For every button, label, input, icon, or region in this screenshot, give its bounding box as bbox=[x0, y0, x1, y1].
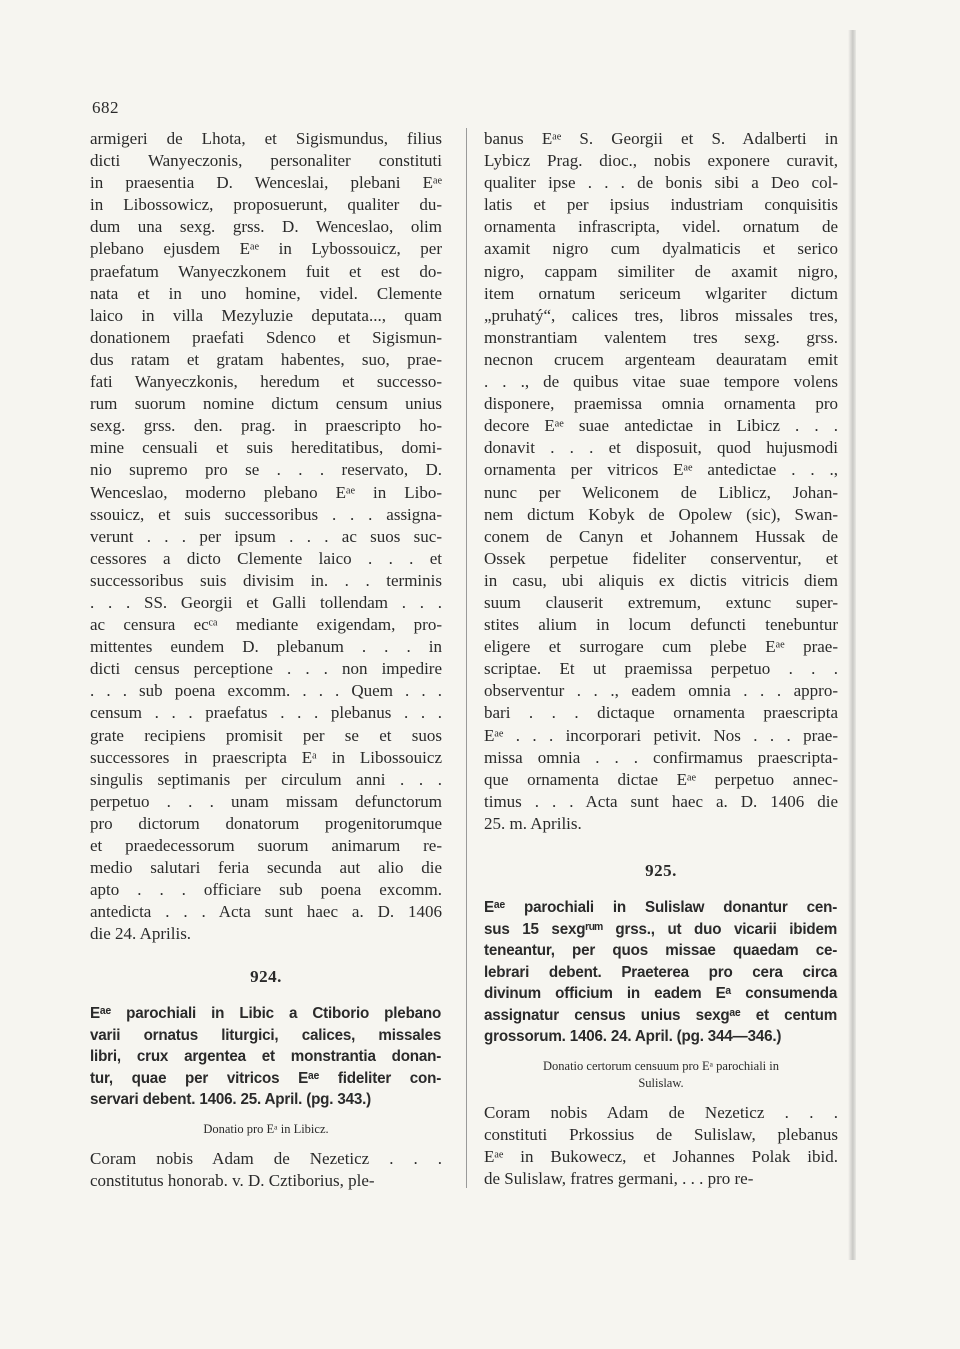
text-line: latis et per ipsius industriam conquisitis bbox=[484, 195, 838, 215]
text-line: nem dictum Kobyk de Opolew (sic), Swan- bbox=[484, 504, 838, 524]
right-body-a bbox=[484, 128, 838, 835]
column-divider bbox=[466, 128, 467, 1188]
text-line: et praedecessorum suorum animarum re- bbox=[90, 836, 442, 855]
text-line: dus ratam et gratam habentes, suo, prae- bbox=[90, 349, 442, 369]
text-line: in casu, ubi aliquis ex dictis vitricis diem bbox=[484, 570, 838, 590]
text-line: donavit . . . et disposuit, quod hujusmodi bbox=[484, 438, 838, 458]
text-line: 25. m. Aprilis. bbox=[484, 813, 582, 833]
text-line: mittentes eundem D. plebanum . . . in bbox=[90, 637, 442, 657]
left-body-b bbox=[90, 1148, 442, 1192]
text-line: laico in villa Mezyluzie deputata..., quam bbox=[90, 305, 442, 325]
text-line: censum . . . praefatus . . . plebanus . . . bbox=[90, 703, 442, 723]
heading-line: Eᵃᵉ parochiali in Sulislaw donantur cen- bbox=[484, 899, 838, 916]
heading-line: Eᵃᵉ parochiali in Libic a Ctiborio plebano bbox=[90, 1005, 442, 1023]
text-line: Coram nobis Adam de Nezeticz . . . bbox=[484, 1102, 838, 1122]
document-heading-925 bbox=[484, 897, 838, 1048]
text-line: banus Eᵃᵉ S. Georgii et S. Adalberti in bbox=[484, 129, 838, 148]
text-line: Eᵃᵉ in Bukowecz, et Johannes Polak ibid. bbox=[484, 1146, 838, 1166]
text-line: die 24. Aprilis. bbox=[90, 924, 192, 944]
heading-line: assignatur census unius sexgᵃᵉ et centum bbox=[484, 1006, 838, 1024]
heading-line: sus 15 sexgʳᵘᵐ grss., ut duo vicarii ibidem bbox=[484, 920, 838, 938]
text-line: nata et in uno homine, videl. Clemente bbox=[90, 283, 442, 303]
text-line: . . . SS. Georgii et Galli tollendam . . . bbox=[90, 592, 442, 612]
text-line: necnon crucem argenteam deauratam emit bbox=[484, 349, 838, 369]
text-line: armigeri de Lhota, et Sigismundus, filius bbox=[90, 129, 442, 148]
document-heading-924 bbox=[90, 1003, 442, 1111]
heading-line: servari debent. 1406. 25. April. (pg. 343.) bbox=[90, 1091, 372, 1109]
text-line: monstrantiam valentem tres sexg. grss. bbox=[484, 327, 838, 347]
text-line: in Libossowicz, proposuerunt, qualiter du- bbox=[90, 195, 442, 215]
text-line: conem de Canyn et Johannem Hussak de bbox=[484, 526, 838, 546]
text-line: bari . . . dictaque ornamenta praescripta bbox=[484, 703, 838, 723]
text-line: suum clauserit extremum, extunc super- bbox=[484, 592, 838, 612]
right-body-b bbox=[484, 1102, 838, 1190]
text-line: eligere et surrogare cum plebe Eᵃᵉ prae- bbox=[484, 637, 838, 657]
text-line: constitutus honorab. v. D. Cztiborius, ple- bbox=[90, 1171, 375, 1191]
text-line: qualiter ipse . . . de bonis sibi a Deo col- bbox=[484, 173, 838, 193]
left-column bbox=[90, 128, 442, 1192]
text-line: grate recipiens promisit per se et suos bbox=[90, 725, 442, 745]
text-line: Wenceslao, moderno plebano Eᵃᵉ in Libo- bbox=[90, 482, 442, 502]
page-number: 682 bbox=[92, 98, 119, 117]
text-line: Lybicz Prag. dioc., nobis exponere curavit, bbox=[484, 151, 838, 171]
text-line: ornamenta infrascripta, videl. ornatum de bbox=[484, 217, 838, 237]
text-line: ornamenta per vitricos Eᵃᵉ antedictae . . ., bbox=[484, 460, 838, 480]
binding-shadow bbox=[848, 30, 856, 1260]
heading-line: tur, quae per vitricos Eᵃᵉ fideliter con- bbox=[90, 1069, 442, 1087]
heading-line: divinum officium in eadem Eᵃ consumenda bbox=[484, 985, 838, 1002]
text-line: missa omnia . . . confirmamus praescripta- bbox=[484, 747, 838, 767]
text-line: apto . . . officiare sub poena excomm. bbox=[90, 880, 442, 900]
heading-line: varii ornatus liturgici, calices, missales bbox=[90, 1026, 442, 1044]
text-line: disponere, praemissa omnia ornamenta pro bbox=[484, 394, 838, 414]
heading-line: teneantur, per quos missae quaedam ce- bbox=[484, 942, 838, 959]
text-line: ssouicz, et suis successoribus . . . assigna- bbox=[90, 504, 442, 524]
text-line: timus . . . Acta sunt haec a. D. 1406 die bbox=[484, 791, 838, 811]
text-line: que ornamenta dictae Eᵃᵉ perpetuo annec- bbox=[484, 769, 838, 789]
text-line: de Sulislaw, fratres germani, . . . pro re- bbox=[484, 1168, 754, 1188]
text-line: nigro, cappam similiter de axamit nigro, bbox=[484, 261, 838, 281]
text-line: sexg. grss. den. prag. in praescripto ho- bbox=[90, 416, 442, 436]
text-line: rum suorum nomine dictum censum unius bbox=[90, 394, 442, 414]
text-line: successoribus suis divisim in. . . terminis bbox=[90, 570, 442, 590]
heading-line: lebrari debent. Praeterea pro cera circa bbox=[484, 963, 838, 981]
text-line: item ornatum sericeum wlgariter dictum bbox=[484, 283, 838, 303]
document-number-925: 925. bbox=[645, 861, 677, 880]
text-line: dicti census perceptione . . . non impedire bbox=[90, 659, 442, 679]
subtitle-line: Sulislaw. bbox=[638, 1075, 684, 1090]
text-line: singulis septimanis per circulum anni . . . bbox=[90, 769, 442, 789]
document-number-924: 924. bbox=[250, 967, 282, 987]
text-line: antedicta . . . Acta sunt haec a. D. 1406 bbox=[90, 902, 442, 922]
text-line: medio salutari feria secunda aut alio die bbox=[90, 858, 442, 878]
text-line: verunt . . . per ipsum . . . ac suos suc- bbox=[90, 526, 442, 546]
text-line: in praesentia D. Wenceslai, plebani Eᵃᵉ bbox=[90, 173, 442, 193]
text-line: . . ., de quibus vitae suae tempore volens bbox=[484, 372, 838, 392]
text-line: successores in praescripta Eᵃ in Libossouicz bbox=[90, 747, 442, 767]
text-line: decore Eᵃᵉ suae antedictae in Libicz . . . bbox=[484, 416, 838, 436]
document-subtitle-925 bbox=[484, 1058, 838, 1092]
text-line: donationem praefati Sdenco et Sigismun- bbox=[90, 327, 442, 347]
text-line: nio supremo pro se . . . reservato, D. bbox=[90, 460, 442, 480]
text-line: scriptae. Et ut praemissa perpetuo . . . bbox=[484, 659, 838, 679]
text-line: pro dictorum donatorum progenitorumque bbox=[90, 813, 442, 833]
text-line: dum una sexg. grss. D. Wenceslao, olim bbox=[90, 217, 442, 237]
text-line: axamit nigro cum dyalmaticis et serico bbox=[484, 239, 838, 259]
text-line: mine censuali et suis hereditatibus, domi- bbox=[90, 438, 442, 458]
text-line: Ossek perpetue fideliter conserventur, et bbox=[484, 548, 838, 568]
text-line: Coram nobis Adam de Nezeticz . . . bbox=[90, 1148, 442, 1168]
document-subtitle-924: Donatio pro Eᵃ in Libicz. bbox=[203, 1121, 329, 1136]
text-line: nunc per Weliconem de Liblicz, Johan- bbox=[484, 482, 838, 502]
text-line: ac censura ecᶜᵃ mediante exigendam, pro- bbox=[90, 615, 442, 635]
right-column bbox=[484, 128, 838, 1190]
text-line: plebano ejusdem Eᵃᵉ in Lybossouicz, per bbox=[90, 239, 442, 259]
text-line: perpetuo . . . unam missam defunctorum bbox=[90, 791, 442, 811]
text-line: observentur . . ., eadem omnia . . . appro- bbox=[484, 681, 838, 701]
text-line: fati Wanyeczkonis, heredum et successo- bbox=[90, 372, 442, 392]
text-line: . . . sub poena excomm. . . . Quem . . . bbox=[90, 681, 442, 701]
text-line: constituti Prkossius de Sulislaw, plebanus bbox=[484, 1124, 838, 1144]
subtitle-line: Donatio certorum censuum pro Eᵃ parochiali in bbox=[543, 1058, 779, 1073]
text-line: „pruhatý“, calices tres, libros missales tres, bbox=[484, 305, 838, 325]
heading-line: grossorum. 1406. 24. April. (pg. 344—346.) bbox=[484, 1028, 782, 1045]
text-line: dicti Wanyeczonis, personaliter constituti bbox=[90, 151, 442, 171]
text-line: Eᵃᵉ . . . incorporari petivit. Nos . . . prae- bbox=[484, 725, 838, 745]
text-line: cessores a dicto Clemente laico . . . et bbox=[90, 548, 442, 568]
heading-line: libri, crux argentea et monstrantia donan- bbox=[90, 1048, 442, 1066]
left-body-a bbox=[90, 128, 442, 945]
text-line: praefatum Wanyeczkonem fuit et est do- bbox=[90, 261, 442, 281]
text-line: stites alium in locum defuncti tenebuntur bbox=[484, 615, 838, 635]
